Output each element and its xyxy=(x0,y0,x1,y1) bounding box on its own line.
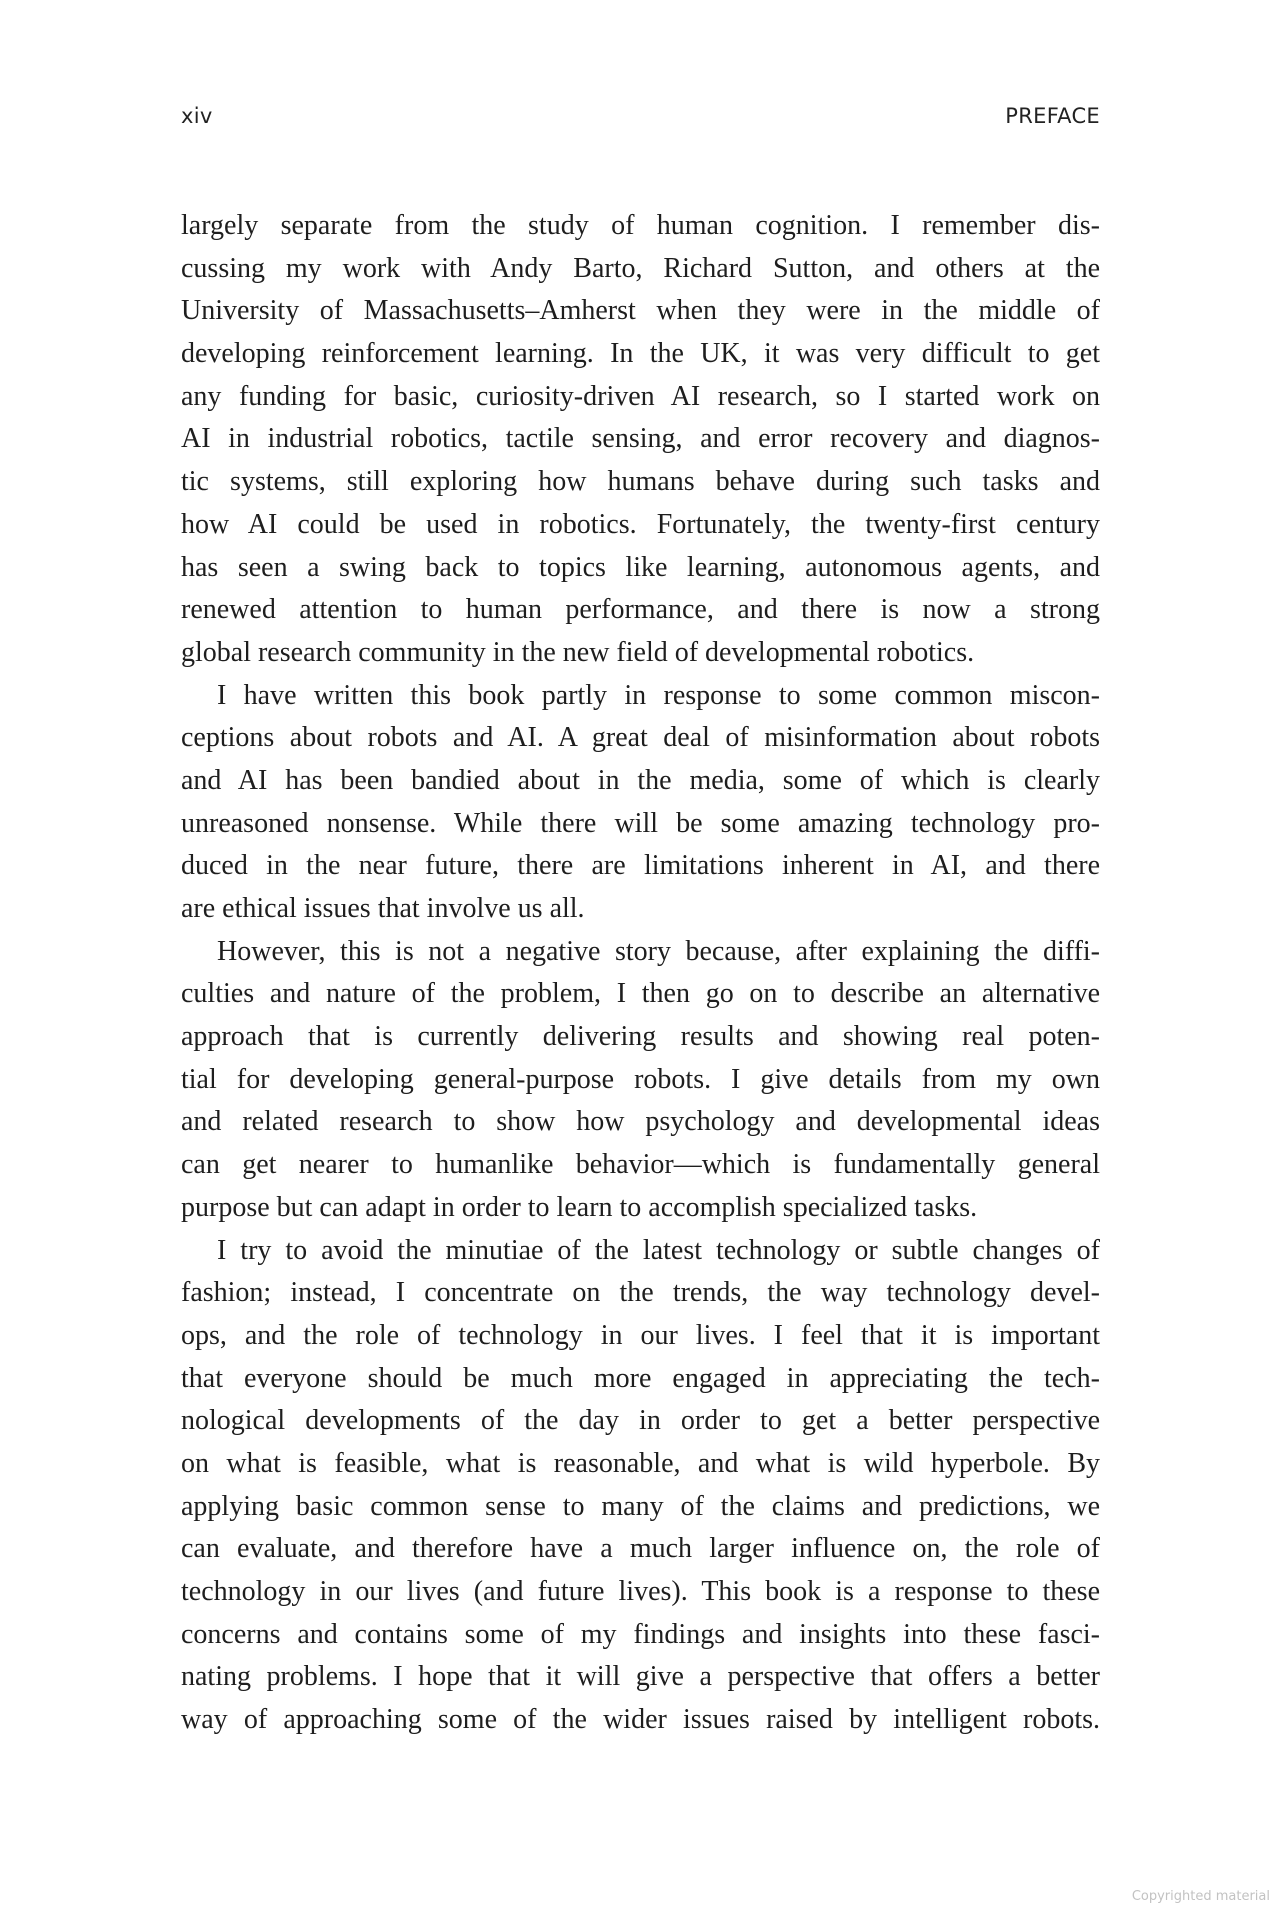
paragraph xyxy=(181,1230,1100,1742)
text-line: nating problems. I hope that it will give a perspective that offers a better xyxy=(181,1661,1100,1693)
section-title: PREFACE xyxy=(1005,104,1100,128)
page-number: xiv xyxy=(181,104,213,128)
text-line: tic systems, still exploring how humans behave during such tasks and xyxy=(181,466,1100,498)
text-line: has seen a swing back to topics like learning, autonomous agents, and xyxy=(181,551,1100,583)
text-line: ops, and the role of technology in our lives. I feel that it is important xyxy=(181,1319,1100,1351)
paragraph xyxy=(181,205,1100,675)
text-line: I have written this book partly in response to some common miscon- xyxy=(217,679,1100,711)
text-line: and AI has been bandied about in the media, some of which is clearly xyxy=(181,764,1100,796)
text-line: can evaluate, and therefore have a much larger influence on, the role of xyxy=(181,1533,1100,1565)
text-line: AI in industrial robotics, tactile sensing, and error recovery and diagnos- xyxy=(181,423,1100,455)
text-line: approach that is currently delivering results and showing real poten- xyxy=(181,1021,1100,1053)
text-line: duced in the near future, there are limitations inherent in AI, and there xyxy=(181,850,1100,882)
text-line: can get nearer to humanlike behavior—which is fundamentally general xyxy=(181,1149,1100,1181)
text-line: are ethical issues that involve us all. xyxy=(181,893,585,924)
text-line: technology in our lives (and future lives). This book is a response to these xyxy=(181,1576,1100,1607)
text-line: global research community in the new field of developmental robotics. xyxy=(181,636,975,668)
text-line: way of approaching some of the wider issues raised by intelligent robots. xyxy=(181,1704,1100,1736)
text-line: any funding for basic, curiosity-driven AI research, so I started work on xyxy=(181,380,1100,412)
paragraph xyxy=(181,931,1100,1230)
text-line: concerns and contains some of my findings and insights into these fasci- xyxy=(181,1618,1100,1650)
text-line: developing reinforcement learning. In the UK, it was very difficult to get xyxy=(181,338,1100,370)
text-line: on what is feasible, what is reasonable, and what is wild hyperbole. By xyxy=(181,1447,1100,1479)
text-line: I try to avoid the minutiae of the latest technology or subtle changes of xyxy=(217,1234,1100,1266)
text-line: fashion; instead, I concentrate on the trends, the way technology devel- xyxy=(181,1277,1100,1309)
body-text xyxy=(181,205,1100,1742)
text-line: how AI could be used in robotics. Fortunately, the twenty-first century xyxy=(181,508,1100,540)
text-line: However, this is not a negative story because, after explaining the diffi- xyxy=(217,935,1100,967)
text-line: applying basic common sense to many of the claims and predictions, we xyxy=(181,1490,1100,1522)
text-line: renewed attention to human performance, and there is now a strong xyxy=(181,594,1100,626)
text-line: cussing my work with Andy Barto, Richard Sutton, and others at the xyxy=(181,252,1100,284)
running-head xyxy=(181,104,1100,134)
text-line: culties and nature of the problem, I then go on to describe an alternative xyxy=(181,978,1100,1010)
text-line: purpose but can adapt in order to learn to accomplish specialized tasks. xyxy=(181,1191,978,1223)
text-line: unreasoned nonsense. While there will be some amazing technology pro- xyxy=(181,807,1100,839)
text-line: ceptions about robots and AI. A great deal of misinformation about robots xyxy=(181,722,1100,754)
text-line: nological developments of the day in order to get a better perspective xyxy=(181,1405,1100,1437)
paragraph xyxy=(181,675,1100,931)
text-line: largely separate from the study of human cognition. I remember dis- xyxy=(181,210,1100,241)
text-line: that everyone should be much more engaged in appreciating the tech- xyxy=(181,1362,1100,1394)
copyright-watermark: Copyrighted material xyxy=(1131,1889,1270,1904)
text-line: tial for developing general-purpose robots. I give details from my own xyxy=(181,1063,1100,1095)
text-line: and related research to show how psychology and developmental ideas xyxy=(181,1106,1100,1138)
text-line: University of Massachusetts–Amherst when they were in the middle of xyxy=(181,295,1100,327)
